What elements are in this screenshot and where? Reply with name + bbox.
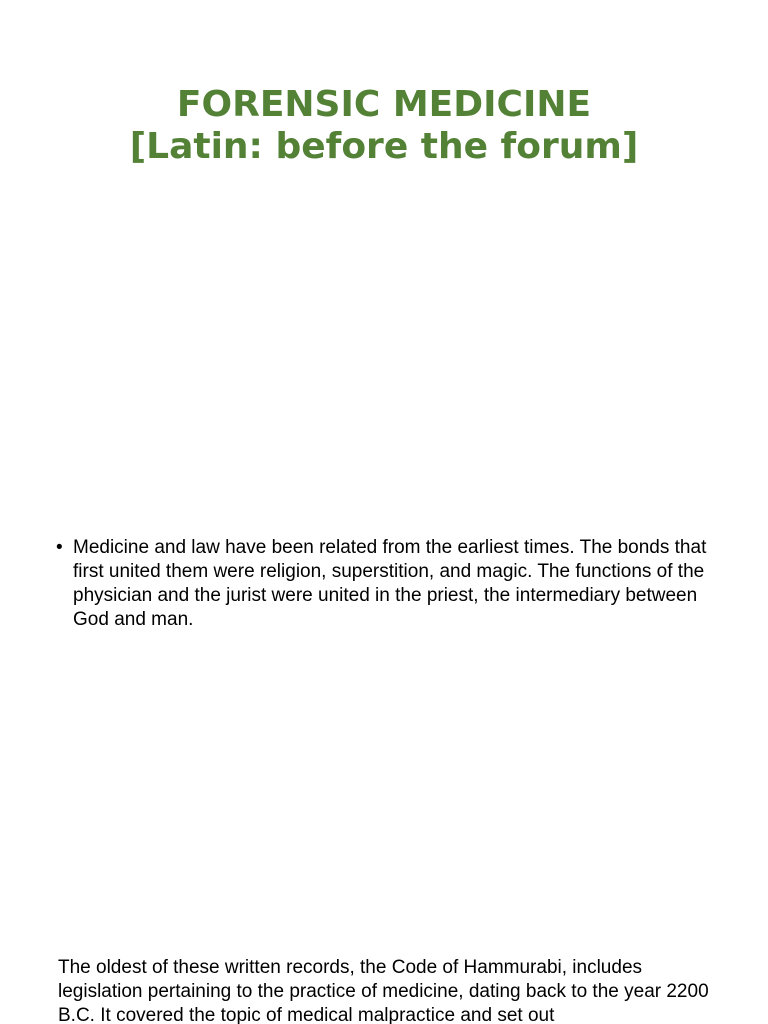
bullet-list bbox=[56, 536, 716, 632]
page-title bbox=[0, 84, 768, 168]
title-line-2: [Latin: before the forum] bbox=[129, 126, 639, 167]
title-line-1: FORENSIC MEDICINE bbox=[176, 84, 592, 125]
bullet-text: Medicine and law have been related from the earliest times. The bonds that first united them were religion, superstition, and magic. The functions of the physician and the jurist were united in the priest, the intermediary between God and man. bbox=[73, 537, 707, 630]
bullet-marker: • bbox=[56, 537, 63, 558]
bullet-item bbox=[56, 536, 716, 632]
body-paragraph: The oldest of these written records, the Code of Hammurabi, includes legislation pertaining to the practice of medicine, dating back to the year 2200 B.C. It covered the topic of medical malpractice and set out bbox=[58, 957, 709, 1024]
